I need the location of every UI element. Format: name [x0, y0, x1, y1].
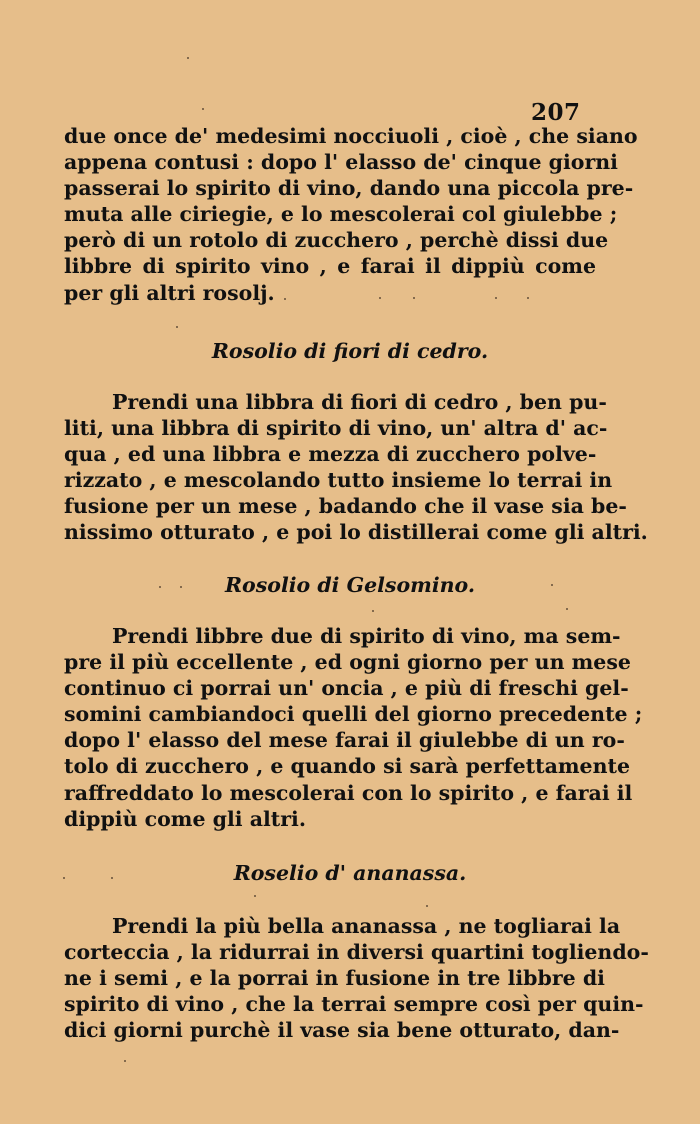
- text-line: fusione per un mese , badando che il vase sia be-: [64, 494, 627, 519]
- print-speck: [372, 610, 374, 612]
- text-line: nissimo otturato , e poi lo distillerai come gli altri.: [64, 520, 648, 545]
- print-speck: [379, 297, 381, 299]
- text-line: appena contusi : dopo l' elasso de' cinque giorni: [64, 150, 618, 175]
- page-number: 207: [531, 99, 581, 126]
- text-line: raffreddato lo mescolerai con lo spirito , e farai il: [64, 780, 633, 805]
- text-line: liti, una libbra di spirito di vino, un' altra d' ac-: [64, 416, 608, 441]
- paragraph-continuation: [64, 123, 638, 306]
- print-speck: [566, 608, 568, 610]
- heading-roselio-ananassa: Roselio d' ananassa.: [233, 861, 467, 885]
- paragraph-gelsomino: [64, 623, 643, 832]
- text-line: ne i semi , e la porrai in fusione in tre libbre di: [64, 966, 605, 991]
- text-line: tolo di zucchero , e quando si sarà perfettamente: [64, 754, 631, 779]
- heading-rosolio-fiori-cedro: Rosolio di fiori di cedro.: [211, 339, 489, 363]
- text-line: somini cambiandoci quelli del giorno precedente ;: [64, 702, 643, 727]
- print-speck: [180, 586, 182, 588]
- text-line: dopo l' elasso del mese farai il giulebbe di un ro-: [64, 728, 625, 753]
- text-line: dici giorni purchè il vase sia bene otturato, dan-: [64, 1018, 620, 1043]
- print-speck: [426, 905, 428, 907]
- print-speck: [527, 297, 529, 299]
- text-line: corteccia , la ridurrai in diversi quartini togliendo-: [64, 940, 649, 965]
- print-speck: [111, 877, 113, 879]
- print-speck: [284, 298, 286, 300]
- text-line: continuo ci porrai un' oncia , e più di freschi gel-: [64, 676, 629, 701]
- text-line: rizzato , e mescolando tutto insieme lo terrai in: [64, 468, 613, 493]
- paragraph-ananassa: [64, 913, 649, 1043]
- text-line: muta alle ciriegie, e lo mescolerai col giulebbe ;: [64, 202, 618, 227]
- print-speck: [159, 586, 161, 588]
- text-line: spirito di vino , che la terrai sempre così per quin-: [64, 992, 644, 1017]
- print-speck: [551, 584, 553, 586]
- text-line: per gli altri rosolj.: [64, 280, 275, 305]
- print-speck: [63, 877, 65, 879]
- print-speck: [124, 1060, 126, 1062]
- text-line: passerai lo spirito di vino, dando una piccola pre-: [64, 176, 634, 201]
- print-speck: [202, 108, 204, 110]
- text-line: qua , ed una libbra e mezza di zucchero polve-: [64, 442, 597, 467]
- text-line: Prendi una libbra di fiori di cedro , ben pu-: [112, 390, 607, 414]
- text-line: dippiù come gli altri.: [64, 806, 306, 831]
- print-speck: [254, 895, 256, 897]
- text-line: due once de' medesimi nocciuoli , cioè , che siano: [64, 124, 638, 148]
- text-line: Prendi la più bella ananassa , ne togliarai la: [112, 914, 621, 938]
- print-speck: [176, 326, 178, 328]
- print-speck: [413, 297, 415, 299]
- text-line: però di un rotolo di zucchero , perchè dissi due: [64, 228, 609, 253]
- print-speck: [495, 297, 497, 299]
- paragraph-fiori-cedro: [64, 389, 648, 546]
- text-line: pre il più eccellente , ed ogni giorno per un mese: [64, 650, 631, 675]
- print-speck: [187, 57, 189, 59]
- text-line: Prendi libbre due di spirito di vino, ma sem-: [112, 624, 621, 648]
- text-line: libbre di spirito vino , e farai il dippiù come: [64, 254, 596, 279]
- heading-rosolio-gelsomino: Rosolio di Gelsomino.: [225, 573, 475, 597]
